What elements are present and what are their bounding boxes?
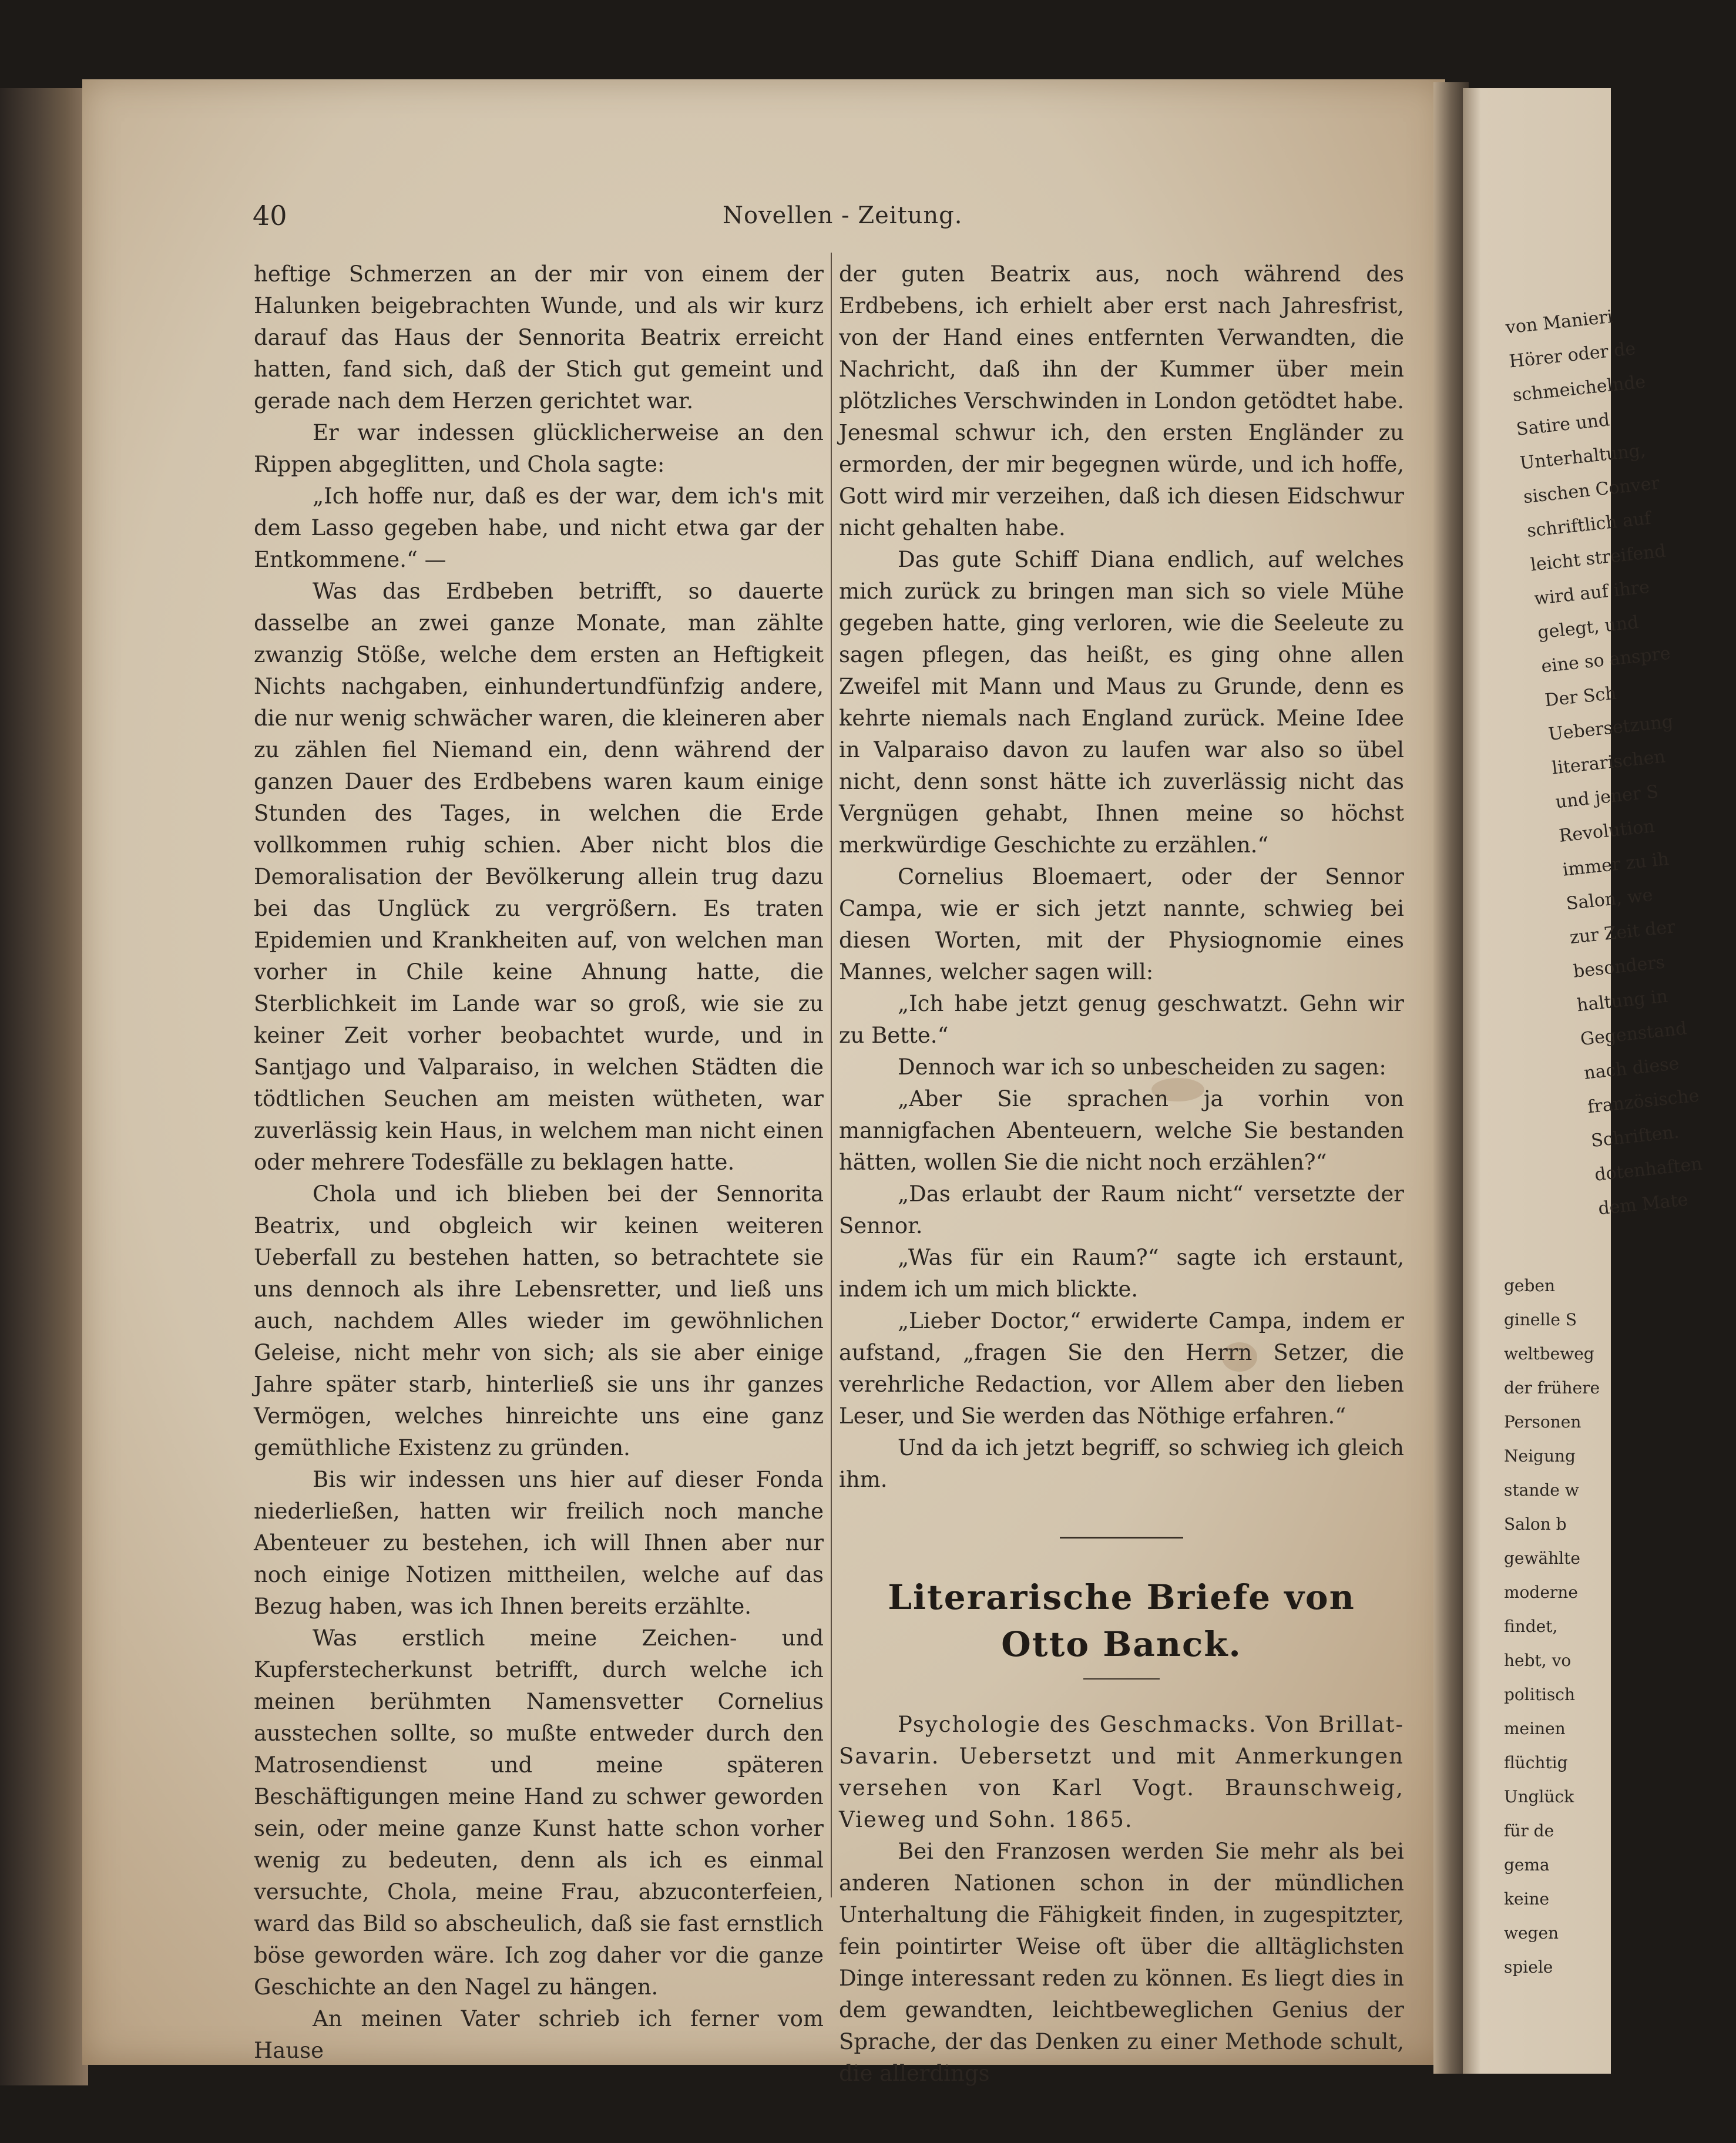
facing-page-line: von Manieri <box>1505 306 1614 338</box>
paragraph: Was erstlich meine Zeichen- und Kupferstecherkunst betrifft, durch welche ich meinen berühmten Namensvetter Cornelius ausstechen sollte, so mußte entweder durch den Matrosendienst und meine späteren Beschäftigungen meine Hand zu schwer geworden sein, oder meine ganze Kunst hatte schon vorher wenig zu bedeuten, denn als ich es einmal versuchte, Chola, meine Frau, abzuconterfeien, ward das Bild so abscheulich, daß sie fast ernstlich böse geworden wäre. Ich zog daher vor die ganze Geschichte an den Nagel zu hängen. <box>254 1625 824 2000</box>
section-title: Literarische Briefe von Otto Banck. <box>888 1577 1355 1664</box>
facing-page-line: Der Sch <box>1543 683 1618 711</box>
facing-page-line: weltbeweg <box>1504 1344 1594 1363</box>
facing-page-line: sischen Conver <box>1522 473 1661 508</box>
page-number: 40 <box>253 200 287 231</box>
paragraph: „Ich habe jetzt genug geschwatzt. Gehn wir zu Bette.“ <box>839 991 1404 1048</box>
facing-page-line: literarischen <box>1550 746 1667 779</box>
facing-page-line: Neigung <box>1504 1446 1576 1466</box>
facing-page-line: Schriften. <box>1590 1121 1680 1152</box>
facing-page-line: meinen <box>1504 1719 1566 1738</box>
book-spine <box>0 88 88 2085</box>
facing-page-line: Personen <box>1504 1412 1581 1432</box>
facing-page-line: gewählte <box>1504 1549 1580 1568</box>
facing-page-line: Uebersetzung <box>1547 711 1674 745</box>
paragraph: Das gute Schiff Diana endlich, auf welches mich zurück zu bringen man sich so viele Mühe gegeben hatte, ging verloren, wie die Seeleute zu sagen pflegen, das heißt, es ging ohne allen Zweifel mit Mann und Maus zu Grunde, denn es kehrte niemals nach England zurück. Meine Idee in Valparaiso davon zu laufen war also so übel nicht, denn sonst hätte ich zuverlässig nicht das Vergnügen gehabt, Ihnen meine so höchst merkwürdige Geschichte zu erzählen.“ <box>839 547 1404 858</box>
facing-page-line: dotenhaften <box>1593 1153 1704 1185</box>
paragraph: Was das Erdbeben betrifft, so dauerte dasselbe an zwei ganze Monate, man zählte zwanzig Stöße, welche dem ersten an Heftigkeit Nichts nachgaben, einhundertundfünfzig andere, die nur wenig schwächer waren, die kleineren aber zu zählen fiel Niemand ein, denn während der ganzen Dauer des Erdbebens waren kaum einige Stunden des Tages, in welchen die Erde vollkommen ruhig schien. Aber nicht blos die Demoralisation der Bevölkerung allein trug dazu bei das Unglück zu vergrößern. Es traten Epidemien und Krankheiten auf, von welchen man vorher in Chile keine Ahnung hatte, die Sterblichkeit im Lande war so groß, wie sie zu keiner Zeit vorher beobachtet wurde, und in Santjago und Valparaiso, in welchen Städten die tödtlichen Seuchen am meisten wütheten, war zuverlässig kein Haus, in welchem man nicht einen oder mehrere Todesfälle zu beklagen hatte. <box>254 579 824 1175</box>
facing-page-text-bottom <box>1504 1269 1600 1984</box>
paragraph: Bis wir indessen uns hier auf dieser Fonda niederließen, hatten wir freilich noch manche Abenteuer zu bestehen, ich will Ihnen aber nur noch einige Notizen mittheilen, welche auf das Bezug haben, was ich Ihnen bereits erzählte. <box>254 1467 824 1619</box>
running-title: Novellen - Zeitung. <box>723 202 963 229</box>
section-rule <box>1060 1537 1183 1539</box>
facing-page-line: gema <box>1504 1855 1550 1875</box>
facing-page-line: Salon, we <box>1565 885 1654 915</box>
facing-page-text-top <box>1504 297 1736 1227</box>
paragraph: An meinen Vater schrieb ich ferner vom Hause <box>254 2006 824 2063</box>
facing-page-line: der frühere <box>1504 1378 1600 1398</box>
paragraph: Cornelius Bloemaert, oder der Sennor Campa, wie er sich jetzt nannte, schwieg bei diesen Worten, mit der Physiognomie eines Mannes, welcher sagen will: <box>839 864 1404 985</box>
facing-page-line: und jener S <box>1554 781 1660 813</box>
paragraph: „Das erlaubt der Raum nicht“ versetzte der Sennor. <box>839 1181 1404 1238</box>
paragraph: „Lieber Doctor,“ erwiderte Campa, indem er aufstand, „fragen Sie den Herrn Setzer, die verehrliche Redaction, vor Allem aber den lieben Leser, und Sie werden das Nöthige erfahren.“ <box>839 1308 1404 1429</box>
facing-page-line: für de <box>1504 1821 1554 1840</box>
facing-page-line: wegen <box>1504 1923 1559 1943</box>
facing-page-line: ginelle S <box>1504 1310 1577 1329</box>
facing-page-line: Satire und <box>1515 409 1611 440</box>
title-rule <box>1083 1678 1160 1680</box>
facing-page-line: dem Mate <box>1597 1189 1689 1220</box>
facing-page-line: Hörer oder de <box>1508 338 1637 372</box>
facing-page-line: findet, <box>1504 1617 1558 1636</box>
facing-page-line: eine so anspre <box>1540 643 1672 677</box>
facing-page-line: geben <box>1504 1276 1556 1295</box>
paragraph: „Aber Sie sprachen ja vorhin von mannigfachen Abenteuern, welche Sie bestanden hätten, wollen Sie die nicht noch erzählen?“ <box>839 1086 1404 1175</box>
left-column <box>254 258 824 2067</box>
facing-page-line: Salon b <box>1504 1514 1567 1534</box>
facing-page-edge <box>1463 88 1704 2074</box>
facing-page-line: wird auf ihre <box>1533 576 1651 610</box>
facing-page-line: Revolution <box>1558 816 1656 847</box>
facing-page-line: hebt, vo <box>1504 1651 1572 1670</box>
paragraph: Er war indessen glücklicherweise an den Rippen abgeglitten, und Chola sagte: <box>254 420 824 477</box>
facing-page-line: Unglück <box>1504 1787 1574 1806</box>
facing-page-line: leicht streifend <box>1529 540 1667 576</box>
facing-page-line: haltung in <box>1576 986 1669 1016</box>
right-column <box>839 258 1404 2090</box>
column-divider <box>831 253 832 1897</box>
paragraph: Und da ich jetzt begriff, so schwieg ich gleich ihm. <box>839 1435 1404 1492</box>
facing-page-line: Unterhaltung, <box>1519 440 1647 474</box>
paragraph: Chola und ich blieben bei der Sennorita Beatrix, und obgleich wir keinen weiteren Ueberfall zu bestehen hatten, so betrachtete sie uns dennoch als ihre Lebensretter, und ließ uns auch, nachdem Alles wieder im gewöhnlichen Geleise, nicht mehr von sich; als sie aber einige Jahre später starb, hinterließ sie uns ihr ganzes Vermögen, welches hinreichte uns eine ganz gemüthliche Existenz zu gründen. <box>254 1181 824 1460</box>
facing-page-line: immer zu ih <box>1562 848 1670 881</box>
facing-page-line: politisch <box>1504 1685 1575 1704</box>
facing-page-line: moderne <box>1504 1583 1578 1602</box>
paragraph: „Was für ein Raum?“ sagte ich erstaunt, indem ich um mich blickte. <box>839 1245 1404 1302</box>
facing-page-line: nach diese <box>1583 1053 1680 1084</box>
paragraph: Dennoch war ich so unbescheiden zu sagen: <box>898 1054 1386 1080</box>
facing-page-line: flüchtig <box>1504 1753 1568 1772</box>
facing-page-line: keine <box>1504 1889 1550 1909</box>
facing-page-line: besonders <box>1572 952 1666 982</box>
facing-page-line: stande w <box>1504 1480 1579 1500</box>
facing-page-line: gelegt, und <box>1536 612 1640 643</box>
facing-page-line: schriftlich auf <box>1526 508 1652 542</box>
paragraph: Bei den Franzosen werden Sie mehr als bei anderen Nationen schon in der mündlichen Unterhaltung die Fähigkeit finden, in zugespitzter, fein pointirter Weise oft über die alltäglichsten Dinge interessant reden zu können. Es liegt dies in dem gewandten, leichtbeweglichen Genius der Sprache, der das Denken zu einer Methode schult, die allerdings <box>839 1839 1404 2086</box>
paragraph: „Ich hoffe nur, daß es der war, dem ich's mit dem Lasso gegeben habe, und nicht etwa gar der Entkommene.“ — <box>254 483 824 572</box>
facing-page-line: spiele <box>1504 1957 1553 1977</box>
facing-page-line: französische <box>1586 1085 1700 1118</box>
paragraph: der guten Beatrix aus, noch während des Erdbebens, ich erhielt aber erst nach Jahresfrist, von der Hand eines entfernten Verwandten, die Nachricht, daß ihn der Kummer über mein plötzliches Verschwinden in London getödtet habe. Jenesmal schwur ich, den ersten Engländer zu ermorden, der mir begegnen würde, und ich hoffe, Gott wird mir verzeihen, daß ich diesen Eidschwur nicht gehalten habe. <box>839 261 1404 540</box>
paragraph: heftige Schmerzen an der mir von einem der Halunken beigebrachten Wunde, und als wir kurz darauf das Haus der Sennorita Beatrix erreicht hatten, fand sich, daß der Stich gut gemeint und gerade nach dem Herzen gerichtet war. <box>254 261 824 414</box>
facing-page-line: Gegenstand <box>1579 1018 1688 1050</box>
facing-page-line: zur Zeit der <box>1569 916 1677 949</box>
facing-page-line: schmeichelnde <box>1512 371 1647 407</box>
review-intro: Psychologie des Geschmacks. Von Brillat-Savarin. Uebersetzt und mit Anmerkungen versehen von Karl Vogt. Braunschweig, Vieweg und Sohn. 1865. <box>839 1712 1404 1832</box>
page-header <box>253 200 1392 235</box>
